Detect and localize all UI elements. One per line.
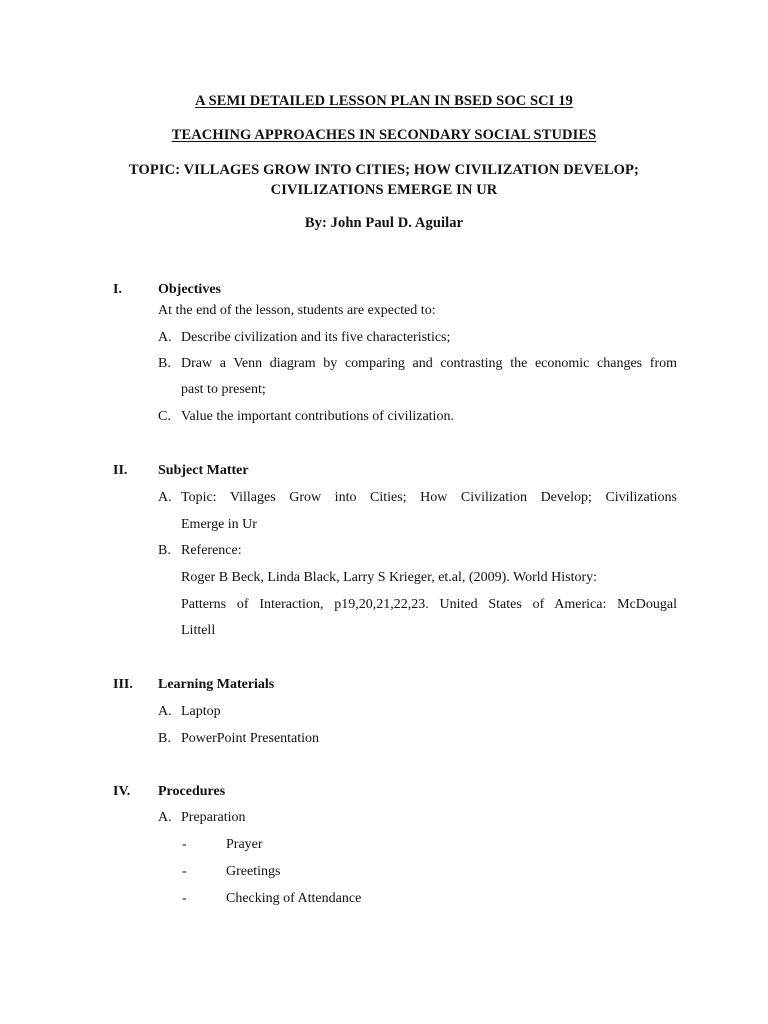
list-marker: B.	[158, 356, 171, 371]
topic-line-1: TOPIC: VILLAGES GROW INTO CITIES; HOW CIVILIZATION DEVELOP;	[129, 162, 639, 178]
reference-line-1: Roger B Beck, Linda Black, Larry S Krieger, et.al, (2009). World History:	[181, 570, 598, 585]
topic-line-2: CIVILIZATIONS EMERGE IN UR	[270, 182, 498, 198]
objectives-intro: At the end of the lesson, students are expected to:	[158, 303, 436, 318]
author-line: By: John Paul D. Aguilar	[304, 215, 464, 231]
list-marker: A.	[158, 490, 172, 505]
dash-bullet: -	[182, 837, 187, 852]
document-title: A SEMI DETAILED LESSON PLAN IN BSED SOC SCI 19	[195, 93, 573, 109]
reference-line-2: Patterns of Interaction, p19,20,21,22,23. United States of America: McDougal	[181, 597, 677, 612]
course-title: TEACHING APPROACHES IN SECONDARY SOCIAL STUDIES	[171, 127, 597, 143]
section-number-4: IV.	[113, 784, 131, 799]
section-title-learning-materials: Learning Materials	[158, 677, 275, 692]
subject-topic-line-1: Topic: Villages Grow into Cities; How Civilization Develop; Civilizations	[181, 490, 677, 505]
list-marker: C.	[158, 409, 171, 424]
procedure-item: Greetings	[226, 864, 281, 879]
objective-a: Describe civilization and its five characteristics;	[181, 330, 451, 345]
section-number-1: I.	[113, 282, 122, 297]
list-marker: B.	[158, 543, 171, 558]
material-powerpoint: PowerPoint Presentation	[181, 731, 320, 746]
procedure-item: Prayer	[226, 837, 263, 852]
material-laptop: Laptop	[181, 704, 221, 719]
objective-b-line-1: Draw a Venn diagram by comparing and contrasting the economic changes from	[181, 356, 677, 371]
subject-topic-line-2: Emerge in Ur	[181, 517, 257, 532]
procedure-item: Checking of Attendance	[226, 891, 362, 906]
objective-c: Value the important contributions of civilization.	[181, 409, 454, 424]
section-title-subject-matter: Subject Matter	[158, 463, 249, 478]
section-title-procedures: Procedures	[158, 784, 226, 799]
reference-line-3: Littell	[181, 623, 216, 638]
list-marker: A.	[158, 810, 172, 825]
dash-bullet: -	[182, 891, 187, 906]
dash-bullet: -	[182, 864, 187, 879]
procedure-preparation: Preparation	[181, 810, 246, 825]
list-marker: B.	[158, 731, 171, 746]
list-marker: A.	[158, 330, 172, 345]
section-title-objectives: Objectives	[158, 282, 221, 297]
list-marker: A.	[158, 704, 172, 719]
section-number-3: III.	[113, 677, 133, 692]
subject-reference-label: Reference:	[181, 543, 242, 558]
section-number-2: II.	[113, 463, 128, 478]
objective-b-line-2: past to present;	[181, 382, 266, 397]
